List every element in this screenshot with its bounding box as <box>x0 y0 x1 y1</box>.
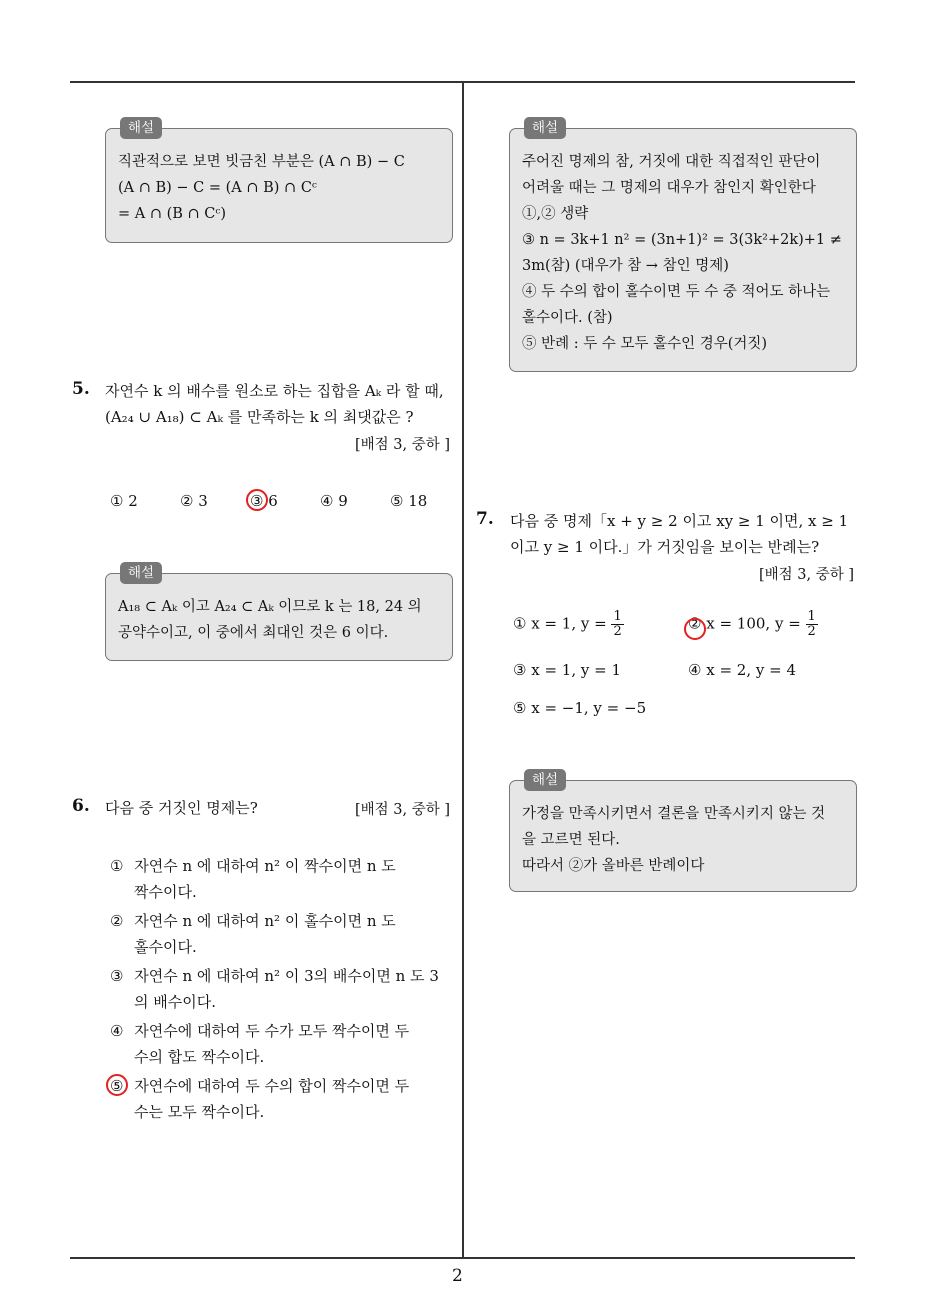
explanation-line: ①,② 생략 <box>522 206 589 222</box>
question-6-number: 6. <box>72 796 90 816</box>
option-mark: ② <box>110 912 124 930</box>
explanation-label: 해설 <box>524 117 566 139</box>
explanation-box-5 <box>105 565 453 661</box>
explanation-line: 직관적으로 보면 빗금친 부분은 (A ∩ B) − C <box>118 154 405 170</box>
explanation-label: 해설 <box>120 117 162 139</box>
q5-option-2[interactable]: ② 3 <box>180 492 208 510</box>
option-text: ① x = 1, y = <box>513 614 607 633</box>
explanation-box-7 <box>509 772 857 892</box>
question-5-text <box>105 378 455 430</box>
option-text-cont: 의 배수이다. <box>134 993 216 1011</box>
question-line: 다음 중 명제「x + y ≥ 2 이고 xy ≥ 1 이면, x ≥ 1 <box>510 512 849 530</box>
explanation-box-4 <box>105 120 453 243</box>
explanation-line: 주어진 명제의 참, 거짓에 대한 직접적인 판단이 <box>522 154 821 170</box>
q7-option-5[interactable]: ⑤ x = −1, y = −5 <box>513 699 647 717</box>
q5-option-5[interactable]: ⑤ 18 <box>390 492 428 510</box>
answer-circle-mark <box>106 1074 128 1096</box>
explanation-line: = A ∩ (B ∩ Cᶜ) <box>118 206 227 222</box>
option-text: 자연수 n 에 대하여 n² 이 3의 배수이면 n 도 3 <box>134 967 439 985</box>
explanation-label: 해설 <box>524 769 566 791</box>
question-6-text: 다음 중 거짓인 명제는? <box>105 799 258 817</box>
q6-option-3[interactable] <box>110 963 439 1015</box>
column-divider <box>462 82 464 1258</box>
explanation-line: 어려울 때는 그 명제의 대우가 참인지 확인한다 <box>522 180 816 196</box>
question-line: (A₂₄ ∪ A₁₈) ⊂ Aₖ 를 만족하는 k 의 최댓값은 ? <box>105 408 414 426</box>
explanation-line: 을 고르면 된다. <box>522 832 620 848</box>
option-text: 자연수 n 에 대하여 n² 이 짝수이면 n 도 <box>134 857 396 875</box>
option-text: 자연수 n 에 대하여 n² 이 홀수이면 n 도 <box>134 912 396 930</box>
option-mark: ① <box>110 857 124 875</box>
question-7-text <box>510 508 860 560</box>
bottom-rule <box>70 1257 855 1259</box>
question-5-points: [배점 3, 중하 ] <box>354 437 450 453</box>
answer-circle-mark <box>684 618 706 640</box>
explanation-line: ④ 두 수의 합이 홀수이면 두 수 중 적어도 하나는 <box>522 284 831 300</box>
explanation-box-6 <box>509 120 857 372</box>
option-text: 자연수에 대하여 두 수의 합이 짝수이면 두 <box>134 1077 410 1095</box>
q5-option-4[interactable]: ④ 9 <box>320 492 348 510</box>
q6-option-4[interactable] <box>110 1018 409 1070</box>
explanation-label: 해설 <box>120 562 162 584</box>
q5-option-1[interactable]: ① 2 <box>110 492 138 510</box>
question-line: 자연수 k 의 배수를 원소로 하는 집합을 Aₖ 라 할 때, <box>105 382 444 400</box>
explanation-line: 홀수이다. (참) <box>522 310 613 326</box>
option-text-cont: 짝수이다. <box>134 883 197 901</box>
question-7-number: 7. <box>476 509 494 529</box>
explanation-line: A₁₈ ⊂ Aₖ 이고 A₂₄ ⊂ Aₖ 이므로 k 는 18, 24 의 <box>118 599 422 615</box>
option-text: ② x = 100, y = <box>688 614 801 633</box>
fraction-one-half: $\frac{1}{2}$ <box>613 609 622 639</box>
q7-option-2[interactable] <box>688 610 818 639</box>
explanation-line: 공약수이고, 이 중에서 최대인 것은 6 이다. <box>118 625 389 641</box>
explanation-line: ⑤ 반례 : 두 수 모두 홀수인 경우(거짓) <box>522 336 768 352</box>
option-text: 자연수에 대하여 두 수가 모두 짝수이면 두 <box>134 1022 410 1040</box>
q5-option-3[interactable]: ③ 6 <box>250 492 278 510</box>
option-mark: ④ <box>110 1022 124 1040</box>
option-text-cont: 수는 모두 짝수이다. <box>134 1103 265 1121</box>
answer-circle-mark <box>246 489 268 511</box>
question-line: 이고 y ≥ 1 이다.」가 거짓임을 보이는 반례는? <box>510 538 820 556</box>
question-7-points: [배점 3, 중하 ] <box>758 567 854 583</box>
option-mark: ⑤ <box>110 1077 124 1095</box>
explanation-line: 3m(참) (대우가 참 → 참인 명제) <box>522 258 729 274</box>
explanation-line: (A ∩ B) − C = (A ∩ B) ∩ Cᶜ <box>118 180 317 196</box>
option-text-cont: 수의 합도 짝수이다. <box>134 1048 265 1066</box>
q6-option-5[interactable] <box>110 1073 409 1125</box>
q7-option-4[interactable]: ④ x = 2, y = 4 <box>688 661 796 679</box>
q6-option-1[interactable] <box>110 853 396 905</box>
option-mark: ③ <box>110 967 124 985</box>
page-number: 2 <box>452 1266 463 1286</box>
explanation-line: 따라서 ②가 올바른 반례이다 <box>522 858 705 874</box>
option-text-cont: 홀수이다. <box>134 938 197 956</box>
question-6-points: [배점 3, 중하 ] <box>354 802 450 818</box>
q7-option-3[interactable]: ③ x = 1, y = 1 <box>513 661 621 679</box>
explanation-line: ③ n = 3k+1 n² = (3n+1)² = 3(3k²+2k)+1 ≠ <box>522 232 842 248</box>
q6-option-2[interactable] <box>110 908 396 960</box>
question-5-number: 5. <box>72 379 90 399</box>
explanation-line: 가정을 만족시키면서 결론을 만족시키지 않는 것 <box>522 806 826 822</box>
q7-option-1[interactable] <box>513 610 624 639</box>
fraction-one-half: $\frac{1}{2}$ <box>807 609 816 639</box>
